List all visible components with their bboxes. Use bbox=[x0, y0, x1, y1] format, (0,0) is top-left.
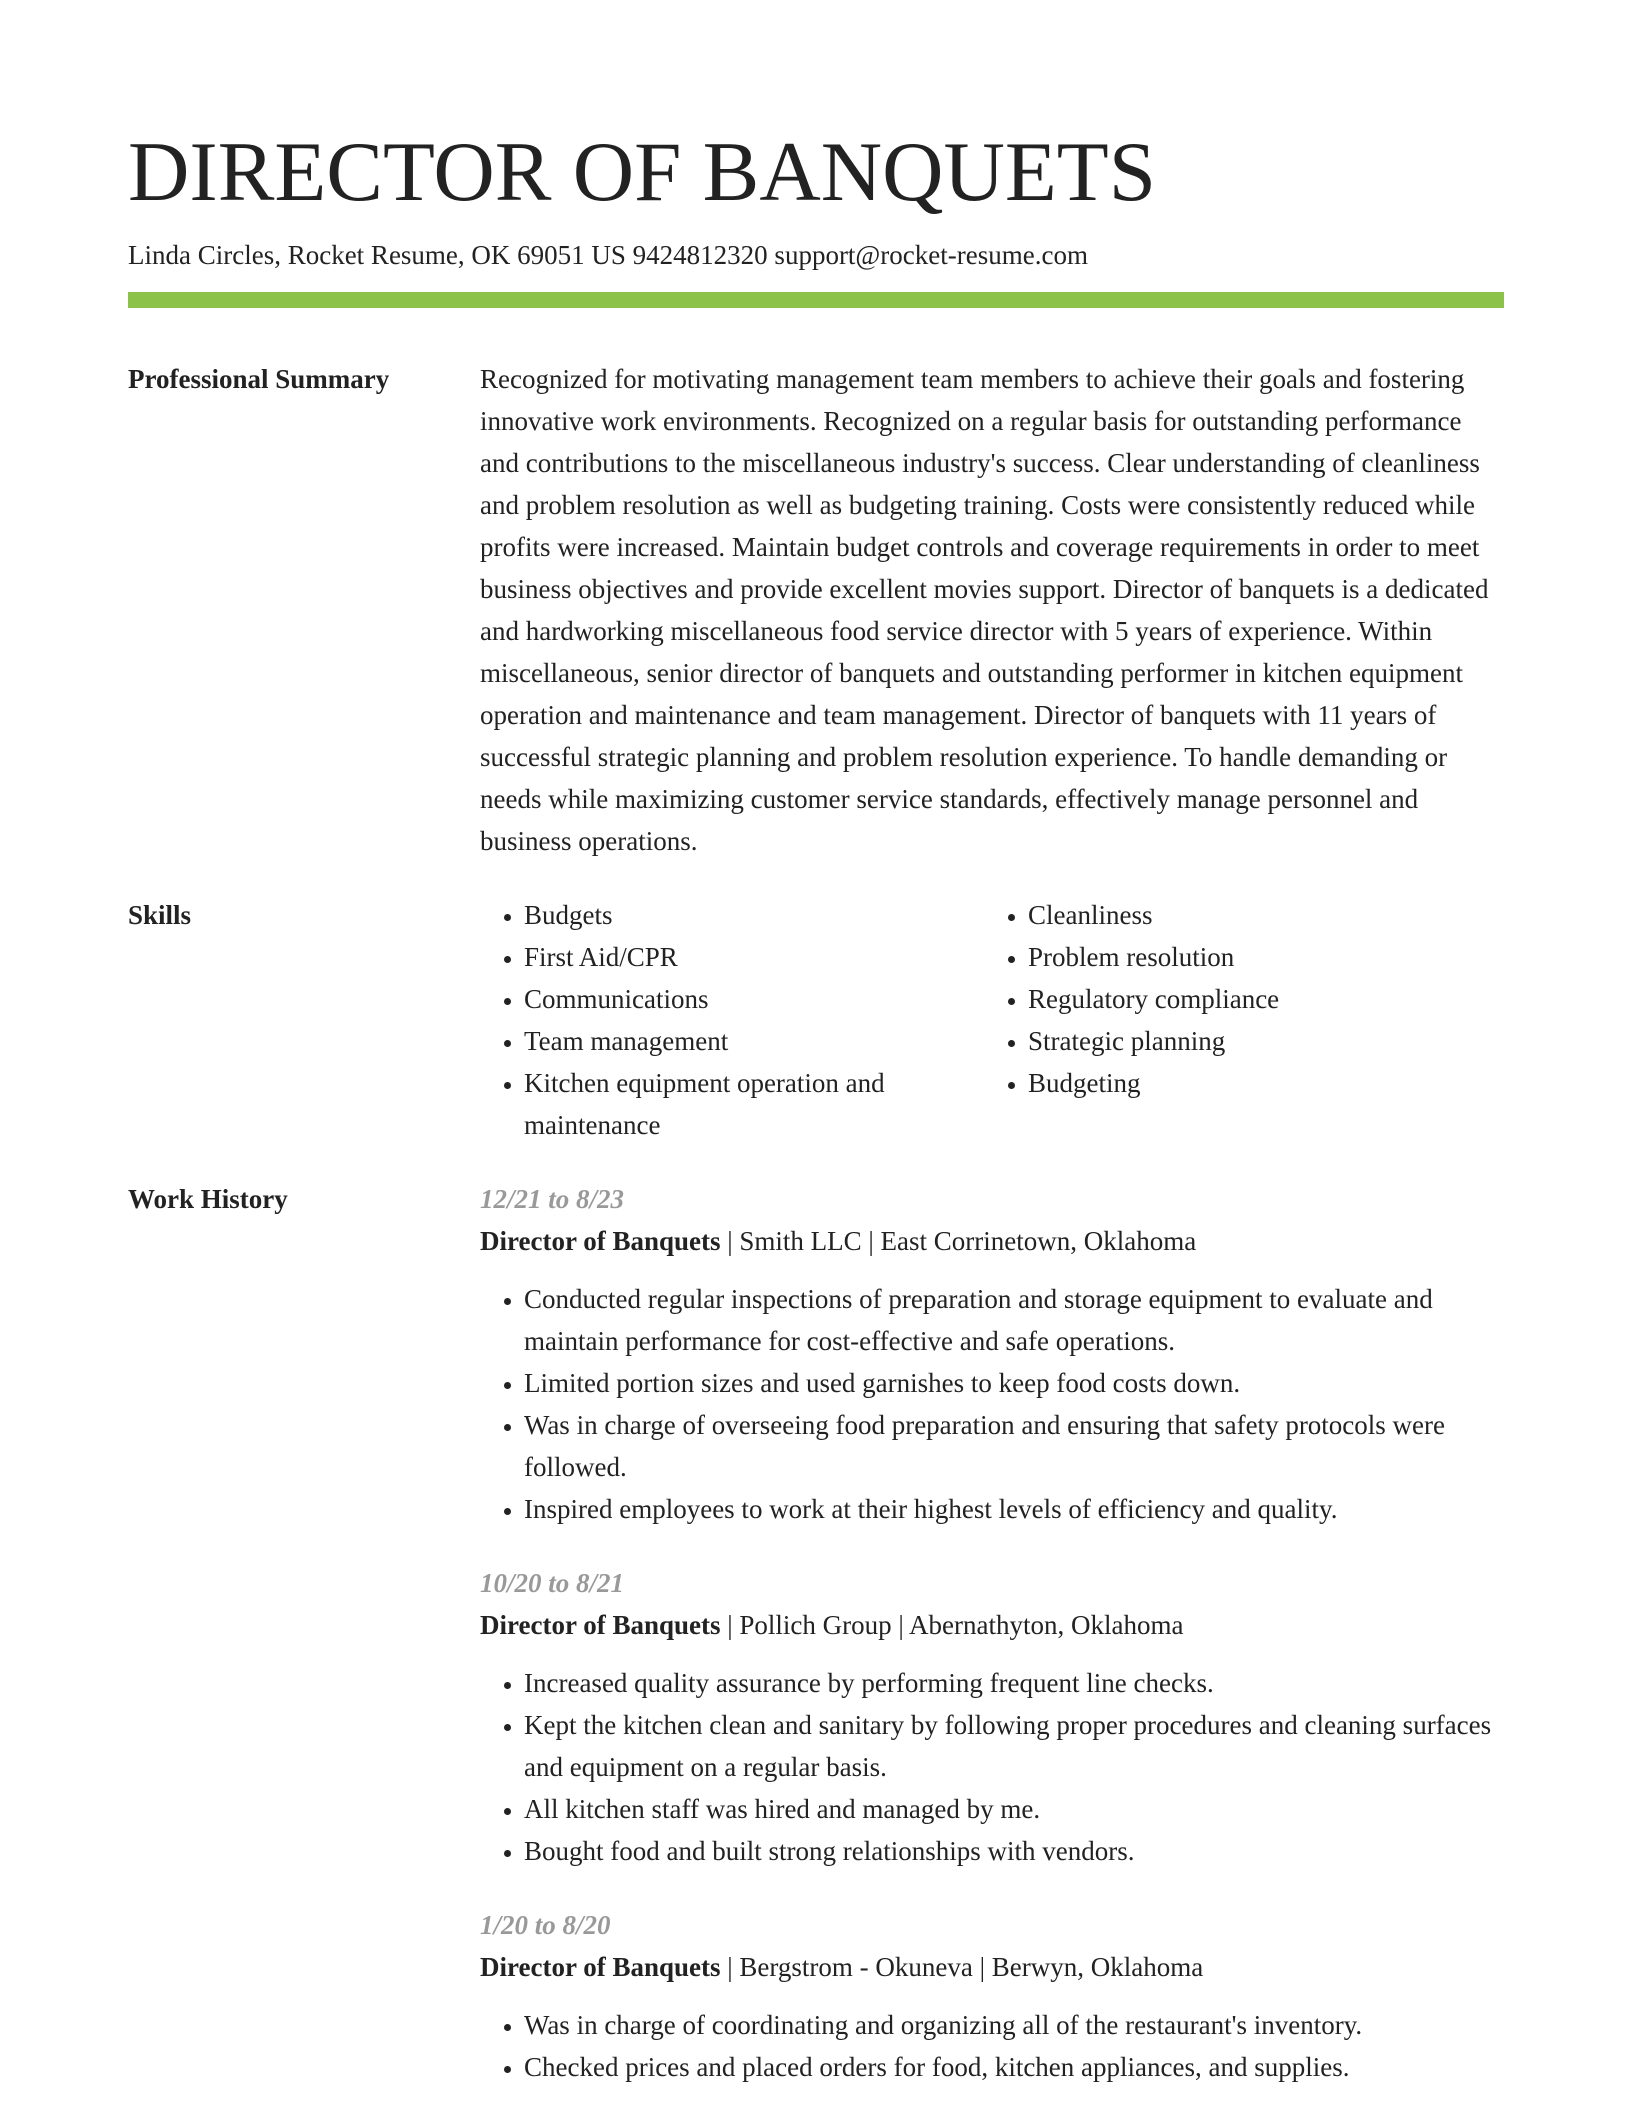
skills-heading: Skills bbox=[128, 900, 192, 930]
job-bullet: • Inspired employees to work at their highest levels of efficiency and quality. bbox=[524, 1488, 1504, 1530]
job-details: | Smith LLC | East Corrinetown, Oklahoma bbox=[720, 1226, 1197, 1256]
resume-page bbox=[128, 0, 1504, 2120]
job-details: | Pollich Group | Abernathyton, Oklahoma bbox=[720, 1610, 1184, 1640]
skill-item: • Team management bbox=[524, 1020, 984, 1062]
job-heading bbox=[480, 1946, 1504, 1988]
skill-item: • Regulatory compliance bbox=[1028, 978, 1488, 1020]
contact-line: Linda Circles, Rocket Resume, OK 69051 US 9424812320 support@rocket-resume.com bbox=[128, 240, 1088, 270]
job-bullet-list bbox=[480, 2004, 1504, 2088]
job-title: Director of Banquets bbox=[480, 1952, 721, 1982]
summary-text: Recognized for motivating management team members to achieve their goals and fostering innovative work environments. Recognized on a regular basis for outstanding performance and contributions to the miscellaneous industry's success. Clear understanding of cleanliness and problem resolution as well as budgeting training. Costs were consistently reduced while profits were increased. Maintain budget controls and coverage requirements in order to meet business objectives and provide excellent movies support. Director of banquets is a dedicated and hardworking miscellaneous food service director with 5 years of experience. Within miscellaneous, senior director of banquets and outstanding performer in kitchen equipment operation and maintenance and team management. Director of banquets with 11 years of successful strategic planning and problem resolution experience. To handle demanding or needs while maximizing customer service standards, effectively manage personnel and business operations. bbox=[480, 364, 1489, 856]
skill-item: • Strategic planning bbox=[1028, 1020, 1488, 1062]
job-bullet: • Limited portion sizes and used garnishes to keep food costs down. bbox=[524, 1362, 1504, 1404]
skill-item: • Kitchen equipment operation and maintenance bbox=[524, 1062, 984, 1146]
job-bullet: • Kept the kitchen clean and sanitary by following proper procedures and cleaning surfaces and equipment on a regular basis. bbox=[524, 1704, 1504, 1788]
job-bullet: • Bought food and built strong relationships with vendors. bbox=[524, 1830, 1504, 1872]
skill-item: • Cleanliness bbox=[1028, 894, 1488, 936]
job-entry bbox=[480, 1178, 1504, 1530]
job-bullet-list bbox=[480, 1278, 1504, 1530]
skill-item: • Communications bbox=[524, 978, 984, 1020]
candidate-title: DIRECTOR OF BANQUETS bbox=[128, 125, 1156, 219]
job-entry bbox=[480, 1562, 1504, 1872]
job-dates: 12/21 to 8/23 bbox=[480, 1184, 625, 1214]
skill-item: • Problem resolution bbox=[1028, 936, 1488, 978]
skills-list-left bbox=[480, 894, 984, 1146]
summary-section bbox=[128, 358, 1504, 862]
job-bullet: • Increased quality assurance by performing frequent line checks. bbox=[524, 1662, 1504, 1704]
job-dates: 10/20 to 8/21 bbox=[480, 1568, 625, 1598]
job-bullet: • Conducted regular inspections of preparation and storage equipment to evaluate and maintain performance for cost-effective and safe operations. bbox=[524, 1278, 1504, 1362]
job-bullet: • All kitchen staff was hired and managed by me. bbox=[524, 1788, 1504, 1830]
job-bullet-list bbox=[480, 1662, 1504, 1872]
job-bullet: • Was in charge of coordinating and organizing all of the restaurant's inventory. bbox=[524, 2004, 1504, 2046]
job-bullet: • Checked prices and placed orders for food, kitchen appliances, and supplies. bbox=[524, 2046, 1504, 2088]
skills-section bbox=[128, 894, 1504, 1146]
summary-heading: Professional Summary bbox=[128, 364, 390, 394]
accent-divider bbox=[128, 292, 1504, 308]
job-dates: 1/20 to 8/20 bbox=[480, 1910, 611, 1940]
skill-item: • Budgets bbox=[524, 894, 984, 936]
job-title: Director of Banquets bbox=[480, 1610, 721, 1640]
skill-item: • Budgeting bbox=[1028, 1062, 1488, 1104]
work-history-heading: Work History bbox=[128, 1184, 288, 1214]
skills-list-right bbox=[984, 894, 1488, 1146]
skill-item: • First Aid/CPR bbox=[524, 936, 984, 978]
job-title: Director of Banquets bbox=[480, 1226, 721, 1256]
job-entry bbox=[480, 1904, 1504, 2088]
job-details: | Bergstrom - Okuneva | Berwyn, Oklahoma bbox=[720, 1952, 1204, 1982]
job-heading bbox=[480, 1604, 1504, 1646]
job-bullet: • Was in charge of overseeing food preparation and ensuring that safety protocols were followed. bbox=[524, 1404, 1504, 1488]
work-history-section bbox=[128, 1178, 1504, 2120]
job-heading bbox=[480, 1220, 1504, 1262]
